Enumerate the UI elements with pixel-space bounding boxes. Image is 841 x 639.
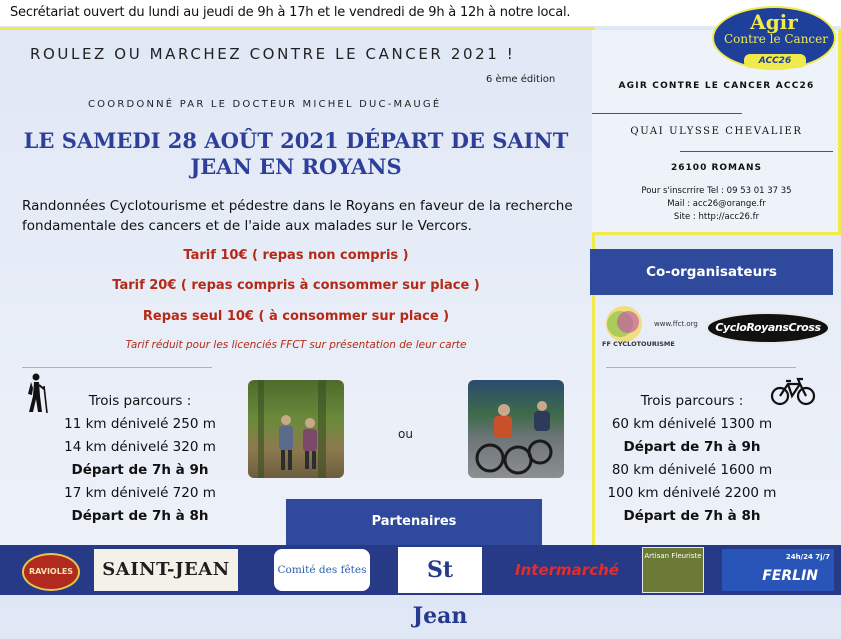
ffct-url: www.ffct.org bbox=[654, 320, 698, 328]
partner-ravioles-logo[interactable]: RAVIOLES bbox=[22, 553, 80, 591]
coordinator-line: COORDONNÉ PAR LE DOCTEUR MICHEL DUC-MAUGÉ bbox=[88, 99, 442, 110]
contact-divider bbox=[592, 113, 742, 114]
logo-badge: ACC26 bbox=[744, 54, 806, 68]
price-option-1: Tarif 10€ ( repas non compris ) bbox=[183, 248, 409, 263]
logo-line-2: Contre le Cancer bbox=[724, 32, 828, 46]
walk-route-line: 14 km dénivelé 320 m bbox=[64, 439, 216, 455]
walk-routes-heading: Trois parcours : bbox=[88, 393, 192, 409]
contact-details bbox=[592, 185, 841, 224]
intermarche-part-1: Inter bbox=[515, 561, 557, 579]
contact-site[interactable]: Site : http://acc26.fr bbox=[673, 212, 760, 222]
partner-ferlin-logo[interactable] bbox=[722, 549, 834, 591]
bike-route-line: 100 km dénivelé 2200 m bbox=[607, 485, 777, 501]
bike-route-line: 60 km dénivelé 1300 m bbox=[611, 416, 773, 432]
partners-banner bbox=[0, 545, 841, 629]
reduced-price-note: Tarif réduit pour les licenciés FFCT sur présentation de leur carte bbox=[125, 339, 467, 351]
logo-line-1: Agir bbox=[750, 10, 798, 34]
bike-departure-time: Départ de 7h à 8h bbox=[623, 508, 761, 524]
contact-city: 26100 ROMANS bbox=[671, 163, 762, 173]
bike-departure-time: Départ de 7h à 9h bbox=[623, 439, 761, 455]
price-option-2: Tarif 20€ ( repas compris à consommer sur place ) bbox=[112, 278, 480, 293]
opening-hours-notice: Secrétariat ouvert du lundi au jeudi de 9h à 17h et le vendredi de 9h à 12h à notre local. bbox=[10, 5, 571, 20]
ferlin-hours: 24h/24 7j/7 bbox=[785, 553, 830, 561]
contact-org-name: AGIR CONTRE LE CANCER ACC26 bbox=[618, 81, 815, 91]
walk-route-line: 11 km dénivelé 250 m bbox=[64, 416, 216, 432]
walk-departure-time: Départ de 7h à 9h bbox=[71, 462, 209, 478]
ffct-logo[interactable] bbox=[602, 300, 700, 354]
cyclists-photo bbox=[468, 380, 564, 478]
walk-route-line: 17 km dénivelé 720 m bbox=[64, 485, 216, 501]
or-separator: ou bbox=[398, 427, 413, 441]
contact-mail[interactable]: Mail : acc26@orange.fr bbox=[667, 199, 766, 209]
partner-artisan-fleuriste-logo[interactable]: Artisan Fleuriste bbox=[642, 547, 704, 593]
partner-st-jean-logo[interactable]: St Jean bbox=[398, 547, 482, 593]
acc26-logo[interactable] bbox=[712, 6, 836, 70]
partner-saint-jean-logo[interactable]: SAINT-JEAN bbox=[94, 549, 238, 591]
partners-header: Partenaires bbox=[286, 499, 542, 545]
ferlin-name: FERLIN bbox=[762, 568, 818, 584]
intermarche-part-2: marché bbox=[556, 561, 619, 579]
cycloroyanscross-logo[interactable]: CycloRoyansCross bbox=[706, 312, 830, 344]
contact-street: QUAI ULYSSE CHEVALIER bbox=[630, 126, 803, 137]
coorganizers-header: Co-organisateurs bbox=[590, 249, 833, 295]
bike-routes-heading: Trois parcours : bbox=[640, 393, 744, 409]
bike-route-line: 80 km dénivelé 1600 m bbox=[611, 462, 773, 478]
ffct-label: FF CYCLOTOURISME bbox=[602, 340, 675, 348]
walk-routes bbox=[40, 390, 240, 528]
bike-routes bbox=[592, 390, 792, 528]
contact-divider bbox=[680, 151, 833, 152]
price-option-3: Repas seul 10€ ( à consommer sur place ) bbox=[142, 309, 450, 324]
partner-comite-des-fetes-logo[interactable]: Comité des fêtes bbox=[274, 549, 370, 591]
edition-label: 6 ème édition bbox=[486, 74, 556, 85]
contact-phone: Pour s'inscrrire Tel : 09 53 01 37 35 bbox=[641, 186, 792, 196]
section-divider bbox=[606, 367, 796, 368]
hikers-photo bbox=[248, 380, 344, 478]
event-description: Randonnées Cyclotourisme et pédestre dans le Royans en faveur de la recherche fondamentale des cancers et de l'aide aux malades sur le Vercors. bbox=[22, 198, 573, 234]
event-headline: LE SAMEDI 28 AOÛT 2021 DÉPART DE SAINT JEAN EN ROYANS bbox=[23, 128, 569, 179]
partner-intermarche-logo[interactable] bbox=[504, 557, 630, 583]
event-title: ROULEZ OU MARCHEZ CONTRE LE CANCER 2021 ! bbox=[30, 45, 516, 63]
section-divider bbox=[22, 367, 212, 368]
walk-departure-time: Départ de 7h à 8h bbox=[71, 508, 209, 524]
